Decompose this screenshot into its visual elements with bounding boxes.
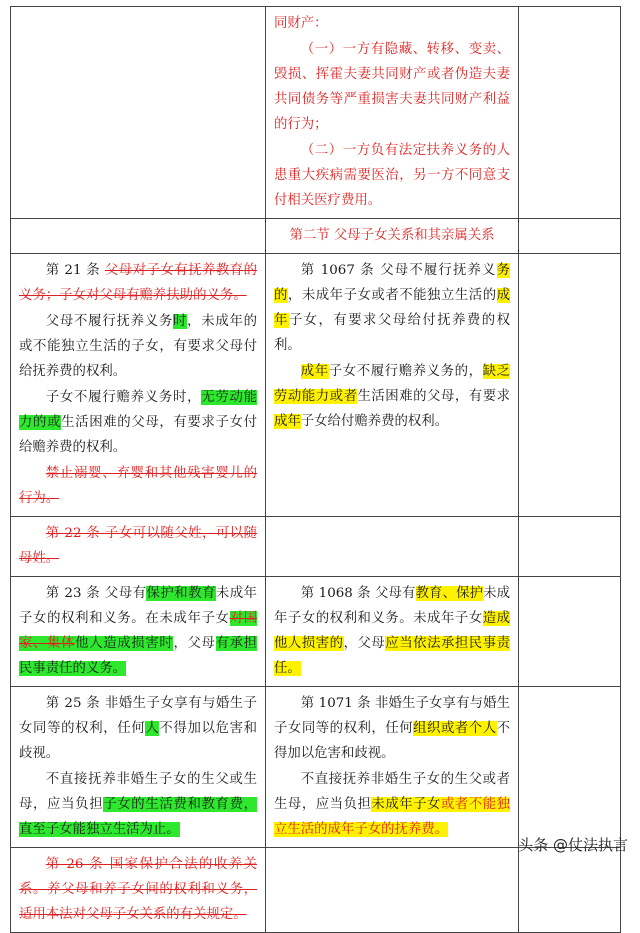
text-run: 同财产： [274,16,328,31]
old-law-cell [11,254,266,517]
text-run: 务的 [274,263,510,303]
text-run: 子女给付赡养费的权利。 [300,414,449,429]
text-run: 缺乏劳动能力或者 [274,364,511,404]
text-run: 第 26 条 国家保护合法的收养关系。养父母和养子女间的权利和义务，适用本法对父母子女关系的有关规定。 [19,857,257,922]
note-cell [519,219,621,254]
text-run: 第 25 条 非婚生子女享有与婚生子女同等的权利，任何 [19,696,257,736]
text-run: 组织或者个人 [413,721,497,736]
text-run: 保护和教育 [146,586,216,601]
text-run: 成年 [274,414,301,429]
old-paragraph [19,767,257,842]
text-run: 生活困难的父母，有要求 [357,389,511,404]
text-run: 第二节 父母子女关系和其亲属关系 [289,228,495,243]
text-run: 第 21 条 [45,263,105,278]
text-run: ，未成年子女或者不能独立生活的 [287,288,497,303]
civil-code-cell [266,687,519,848]
text-run: 父母对子女有抚养教育的义务；子女对父母有赡养扶助的义务。 [19,263,257,303]
old-paragraph [19,309,257,384]
note-cell [519,687,621,848]
text-run: 或者不能独立生活的成年子女的抚养费。 [274,797,511,837]
note-cell [519,254,621,517]
note-cell [519,517,621,577]
text-run: 成年 [274,288,511,328]
text-run: 未成年子女 [371,797,441,812]
text-run: ，未成年的或不能独立生活的子女，有要求父母付给抚养费的权利。 [19,314,258,379]
old-law-cell [11,577,266,687]
text-run: （一）一方有隐藏、转移、变卖、毁损、挥霍夫妻共同财产或者伪造夫妻共同债务等严重损害夫妻共同财产利益的行为； [274,42,510,132]
new-paragraph [274,223,510,248]
civil-code-cell [266,7,519,219]
text-run: 第 22 条 子女可以随父姓，可以随母姓。 [19,526,257,566]
text-run: 第 1068 条 父母有 [300,586,416,601]
civil-code-cell [266,254,519,517]
text-run: 对国家、集体 [19,611,258,651]
old-paragraph [19,521,257,571]
text-run: 生活困难的父母，有要求子女付给赡养费的权利。 [19,415,258,455]
old-paragraph [19,852,257,927]
text-run: 成年 [300,364,329,379]
table-row [11,848,621,933]
old-law-cell [11,848,266,933]
new-paragraph [274,37,510,137]
text-run: 父母不履行抚养义务 [45,314,173,329]
table-row [11,254,621,517]
note-cell [519,577,621,687]
old-paragraph [19,385,257,460]
text-run: 子女，有要求父母给付抚养费的权利。 [274,313,511,353]
text-run: 不得加以危害和歧视。 [274,721,511,761]
new-paragraph [274,11,510,36]
text-run: 应当依法承担民事责任。 [274,636,511,676]
text-run: 子女不履行赡养义务时， [45,390,202,405]
text-run: ，父母 [173,636,216,651]
text-run: 教育、保护 [415,586,484,601]
civil-code-cell [266,517,519,577]
new-paragraph [274,767,510,842]
civil-code-cell [266,219,519,254]
text-run: 造成他人损害的 [274,611,511,651]
table-row [11,7,621,219]
civil-code-cell [266,577,519,687]
text-run: 不得加以危害和歧视。 [19,721,258,761]
watermark-text: 头条 @仗法执言 [518,836,628,854]
new-paragraph [274,138,510,213]
text-run: ，父母 [343,636,386,651]
text-run: 未成年子女的权利和义务。未成年子女 [274,586,510,626]
old-law-cell [11,517,266,577]
text-run: 他人造成损害时 [75,636,174,651]
old-paragraph [19,581,257,681]
new-paragraph [274,581,510,681]
note-cell [519,848,621,933]
text-run: 第 1067 条 父母不履行抚养义 [300,263,497,278]
table-row [11,517,621,577]
old-law-cell [11,219,266,254]
note-cell [519,7,621,219]
table-row [11,577,621,687]
text-run: 不直接抚养非婚生子女的生父或生母，应当负担 [19,772,257,812]
table-row [11,219,621,254]
text-run: 子女不履行赡养义务的， [328,364,483,379]
new-paragraph [274,359,510,434]
old-paragraph [19,258,257,308]
watermark [518,834,628,855]
text-run: 禁止溺婴、弃婴和其他残害婴儿的行为。 [19,466,257,506]
old-law-cell [11,687,266,848]
civil-code-cell [266,848,519,933]
text-run: 不直接抚养非婚生子女的生父或者生母，应当负担 [274,772,510,812]
text-run: 第 1071 条 非婚生子女享有与婚生子女同等的权利，任何 [274,696,510,736]
text-run: 时 [172,314,188,329]
text-run: （二）一方负有法定扶养义务的人患重大疾病需要医治，另一方不同意支付相关医疗费用。 [274,143,510,208]
old-paragraph [19,461,257,511]
text-run: 有承担民事责任的义务。 [19,636,258,676]
text-run: 第 23 条 父母有 [45,586,147,601]
comparison-table [10,6,621,933]
text-run: 无劳动能力的或 [19,390,258,430]
new-paragraph [274,691,510,766]
table-row [11,687,621,848]
text-run: 子女的生活费和教育费，直至子女能独立生活为止。 [19,797,258,837]
text-run: 人 [145,721,160,736]
old-law-cell [11,7,266,219]
old-paragraph [19,691,257,766]
text-run: 未成年子女的权利和义务。在未成年子女 [19,586,258,626]
new-paragraph [274,258,510,358]
